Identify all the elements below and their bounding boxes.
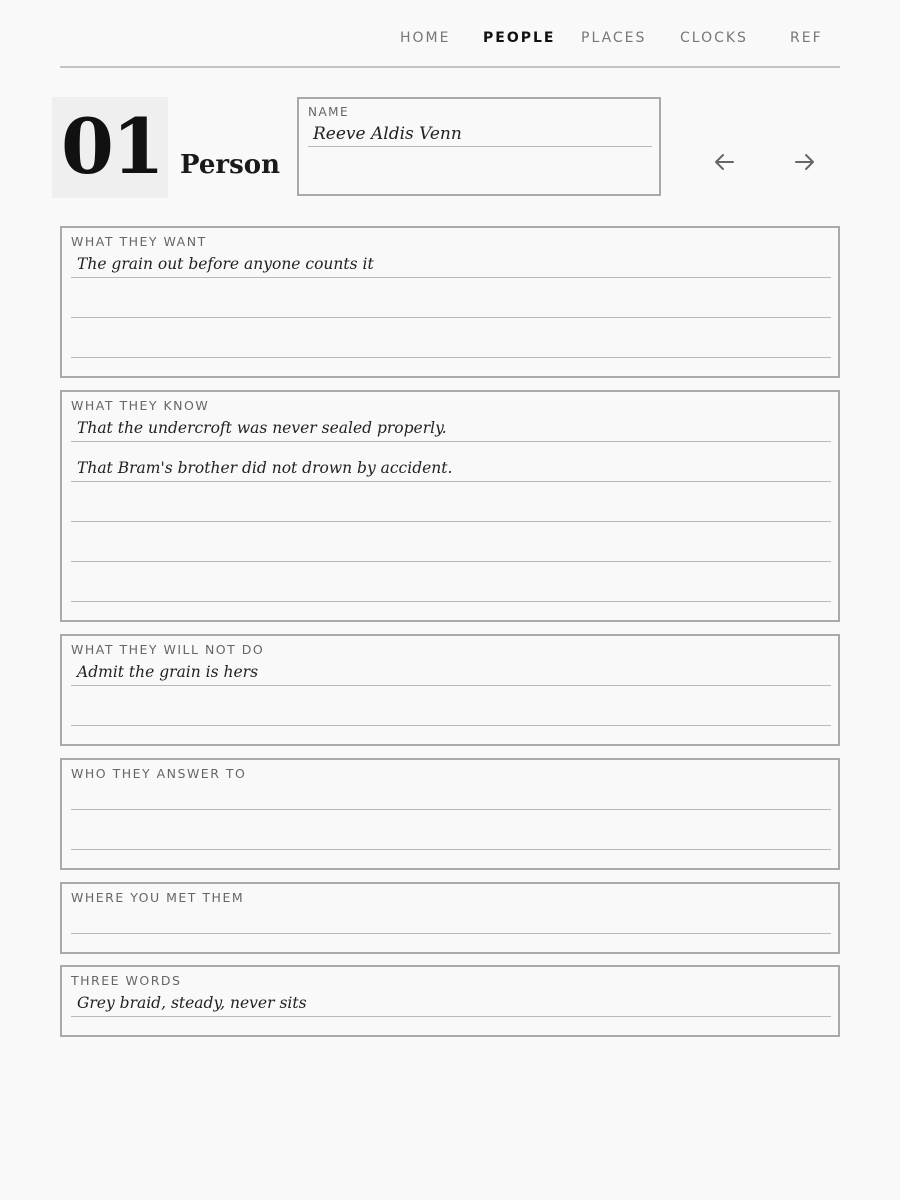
know-line-2[interactable]: That Bram's brother did not drown by accident. — [71, 454, 831, 482]
next-button[interactable] — [792, 150, 818, 174]
section-three-words — [60, 965, 840, 1037]
entry-number: 01 — [61, 102, 163, 191]
nav-clocks[interactable]: CLOCKS — [680, 30, 748, 46]
section-what-they-know — [60, 390, 840, 622]
know-line-3[interactable] — [71, 494, 831, 522]
nav-places[interactable]: PLACES — [581, 30, 647, 46]
nav-people[interactable]: PEOPLE — [483, 30, 556, 46]
section-who-they-answer-to — [60, 758, 840, 870]
will-not-line-1[interactable]: Admit the grain is hers — [71, 658, 831, 686]
will-not-line-2[interactable] — [71, 698, 831, 726]
know-line-5[interactable] — [71, 574, 831, 602]
section-label: WHAT THEY WANT — [71, 234, 207, 249]
section-label: WHO THEY ANSWER TO — [71, 766, 247, 781]
section-label: WHAT THEY KNOW — [71, 398, 210, 413]
arrow-left-icon — [711, 150, 737, 174]
section-where-you-met-them — [60, 882, 840, 954]
nav-home[interactable]: HOME — [400, 30, 451, 46]
page-title: Person — [180, 150, 280, 180]
arrow-right-icon — [792, 150, 818, 174]
met-line-1[interactable] — [71, 906, 831, 934]
section-label: THREE WORDS — [71, 973, 182, 988]
three-words-line-1[interactable]: Grey braid, steady, never sits — [71, 989, 831, 1017]
name-field-box — [297, 97, 661, 196]
answer-to-line-2[interactable] — [71, 822, 831, 850]
nav-ref[interactable]: REF — [790, 30, 823, 46]
want-line-1[interactable]: The grain out before anyone counts it — [71, 250, 831, 278]
name-label: NAME — [308, 105, 350, 119]
name-field[interactable]: Reeve Aldis Venn — [308, 121, 652, 147]
section-label: WHAT THEY WILL NOT DO — [71, 642, 265, 657]
section-label: WHERE YOU MET THEM — [71, 890, 245, 905]
know-line-1[interactable]: That the undercroft was never sealed properly. — [71, 414, 831, 442]
entry-number-badge — [52, 97, 168, 198]
prev-button[interactable] — [711, 150, 737, 174]
want-line-2[interactable] — [71, 290, 831, 318]
section-what-they-will-not-do — [60, 634, 840, 746]
section-what-they-want — [60, 226, 840, 378]
know-line-4[interactable] — [71, 534, 831, 562]
answer-to-line-1[interactable] — [71, 782, 831, 810]
top-nav — [60, 0, 840, 68]
want-line-3[interactable] — [71, 330, 831, 358]
